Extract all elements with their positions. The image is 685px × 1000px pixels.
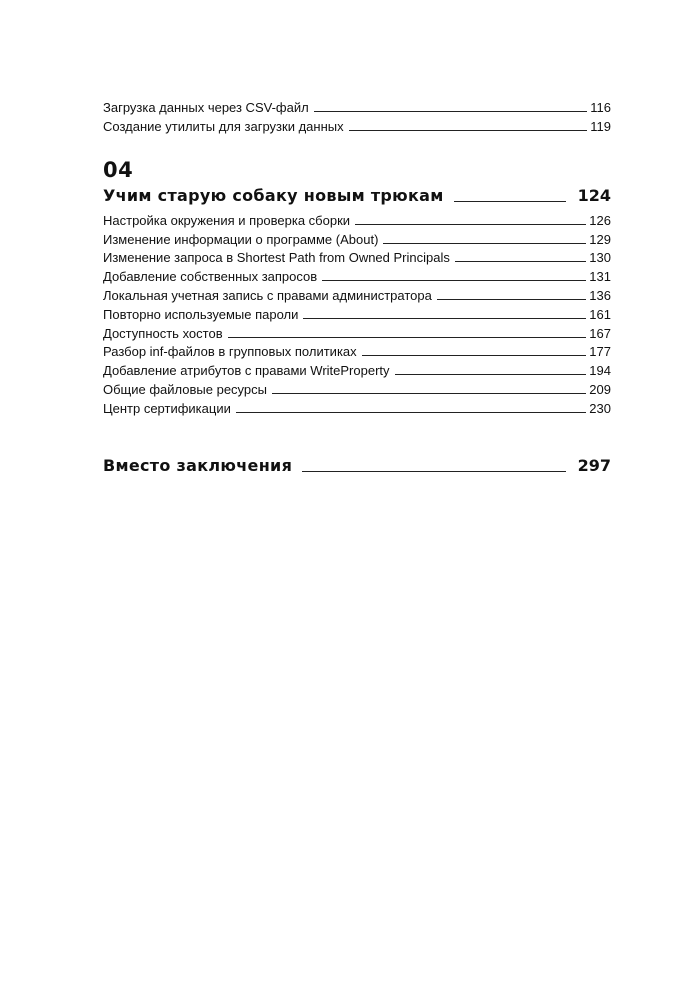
toc-leader xyxy=(322,280,586,281)
toc-entry-page: 126 xyxy=(589,212,611,228)
toc-leader xyxy=(355,224,586,225)
toc-leader xyxy=(362,355,587,356)
toc-entry-title: Добавление собственных запросов xyxy=(103,269,318,285)
chapter-page: 124 xyxy=(577,186,611,205)
toc-entry-page: 209 xyxy=(589,381,611,397)
chapter-leader xyxy=(454,201,566,202)
conclusion-page: 297 xyxy=(577,456,611,475)
toc-section-previous xyxy=(103,96,611,134)
toc-entry[interactable] xyxy=(103,265,611,284)
toc-entry-page: 230 xyxy=(589,400,611,416)
toc-leader xyxy=(228,337,587,338)
toc-entry-title: Разбор inf-файлов в групповых политиках xyxy=(103,344,357,360)
toc-entry-page: 194 xyxy=(589,363,611,379)
toc-entry[interactable] xyxy=(103,209,611,228)
toc-entry[interactable] xyxy=(103,378,611,397)
toc-entry[interactable] xyxy=(103,96,611,115)
toc-entry-title: Центр сертификации xyxy=(103,400,231,416)
toc-leader xyxy=(395,374,587,375)
toc-entry[interactable] xyxy=(103,303,611,322)
toc-entry[interactable] xyxy=(103,284,611,303)
toc-entry-title: Повторно используемые пароли xyxy=(103,306,299,322)
toc-entry-page: 131 xyxy=(589,269,611,285)
toc-entry[interactable] xyxy=(103,359,611,378)
toc-chapter-04-entries xyxy=(103,209,611,416)
toc-leader xyxy=(272,393,586,394)
toc-entry-page: 177 xyxy=(589,344,611,360)
toc-entry[interactable] xyxy=(103,115,611,134)
toc-leader xyxy=(437,299,586,300)
toc-entry-title: Добавление атрибутов с правами WriteProperty xyxy=(103,363,390,379)
toc-entry-title: Изменение информации о программе (About) xyxy=(103,231,379,247)
toc-entry[interactable] xyxy=(103,341,611,360)
toc-entry[interactable] xyxy=(103,228,611,247)
toc-entry-title: Создание утилиты для загрузки данных xyxy=(103,118,344,134)
toc-leader xyxy=(455,261,586,262)
toc-entry-title: Локальная учетная запись с правами администратора xyxy=(103,287,432,303)
toc-entry[interactable] xyxy=(103,322,611,341)
toc-chapter-04 xyxy=(103,158,611,206)
toc-entry-page: 130 xyxy=(589,250,611,266)
toc-leader xyxy=(383,243,586,244)
conclusion-leader xyxy=(302,471,565,472)
toc-leader xyxy=(349,130,588,131)
toc-leader xyxy=(236,412,586,413)
chapter-number: 04 xyxy=(103,158,134,182)
toc-leader xyxy=(314,111,588,112)
toc-entry-page: 167 xyxy=(589,325,611,341)
toc-entry-page: 161 xyxy=(589,306,611,322)
toc-leader xyxy=(303,318,586,319)
toc-entry-title: Настройка окружения и проверка сборки xyxy=(103,212,351,228)
toc-entry-title: Общие файловые ресурсы xyxy=(103,381,267,397)
toc-entry-title: Загрузка данных через CSV-файл xyxy=(103,99,309,115)
toc-entry-title: Доступность хостов xyxy=(103,325,223,341)
toc-entry-title: Изменение запроса в Shortest Path from Owned Principals xyxy=(103,250,450,266)
toc-entry-page: 119 xyxy=(590,118,611,134)
chapter-heading[interactable] xyxy=(103,184,611,206)
toc-entry[interactable] xyxy=(103,397,611,416)
chapter-title: Учим старую собаку новым трюкам xyxy=(103,186,444,205)
toc-entry-page: 116 xyxy=(590,99,611,115)
toc-conclusion xyxy=(103,454,611,476)
conclusion-heading[interactable] xyxy=(103,454,611,476)
conclusion-title: Вместо заключения xyxy=(103,456,293,475)
toc-entry-page: 136 xyxy=(589,287,611,303)
toc-entry[interactable] xyxy=(103,247,611,266)
toc-entry-page: 129 xyxy=(589,231,611,247)
